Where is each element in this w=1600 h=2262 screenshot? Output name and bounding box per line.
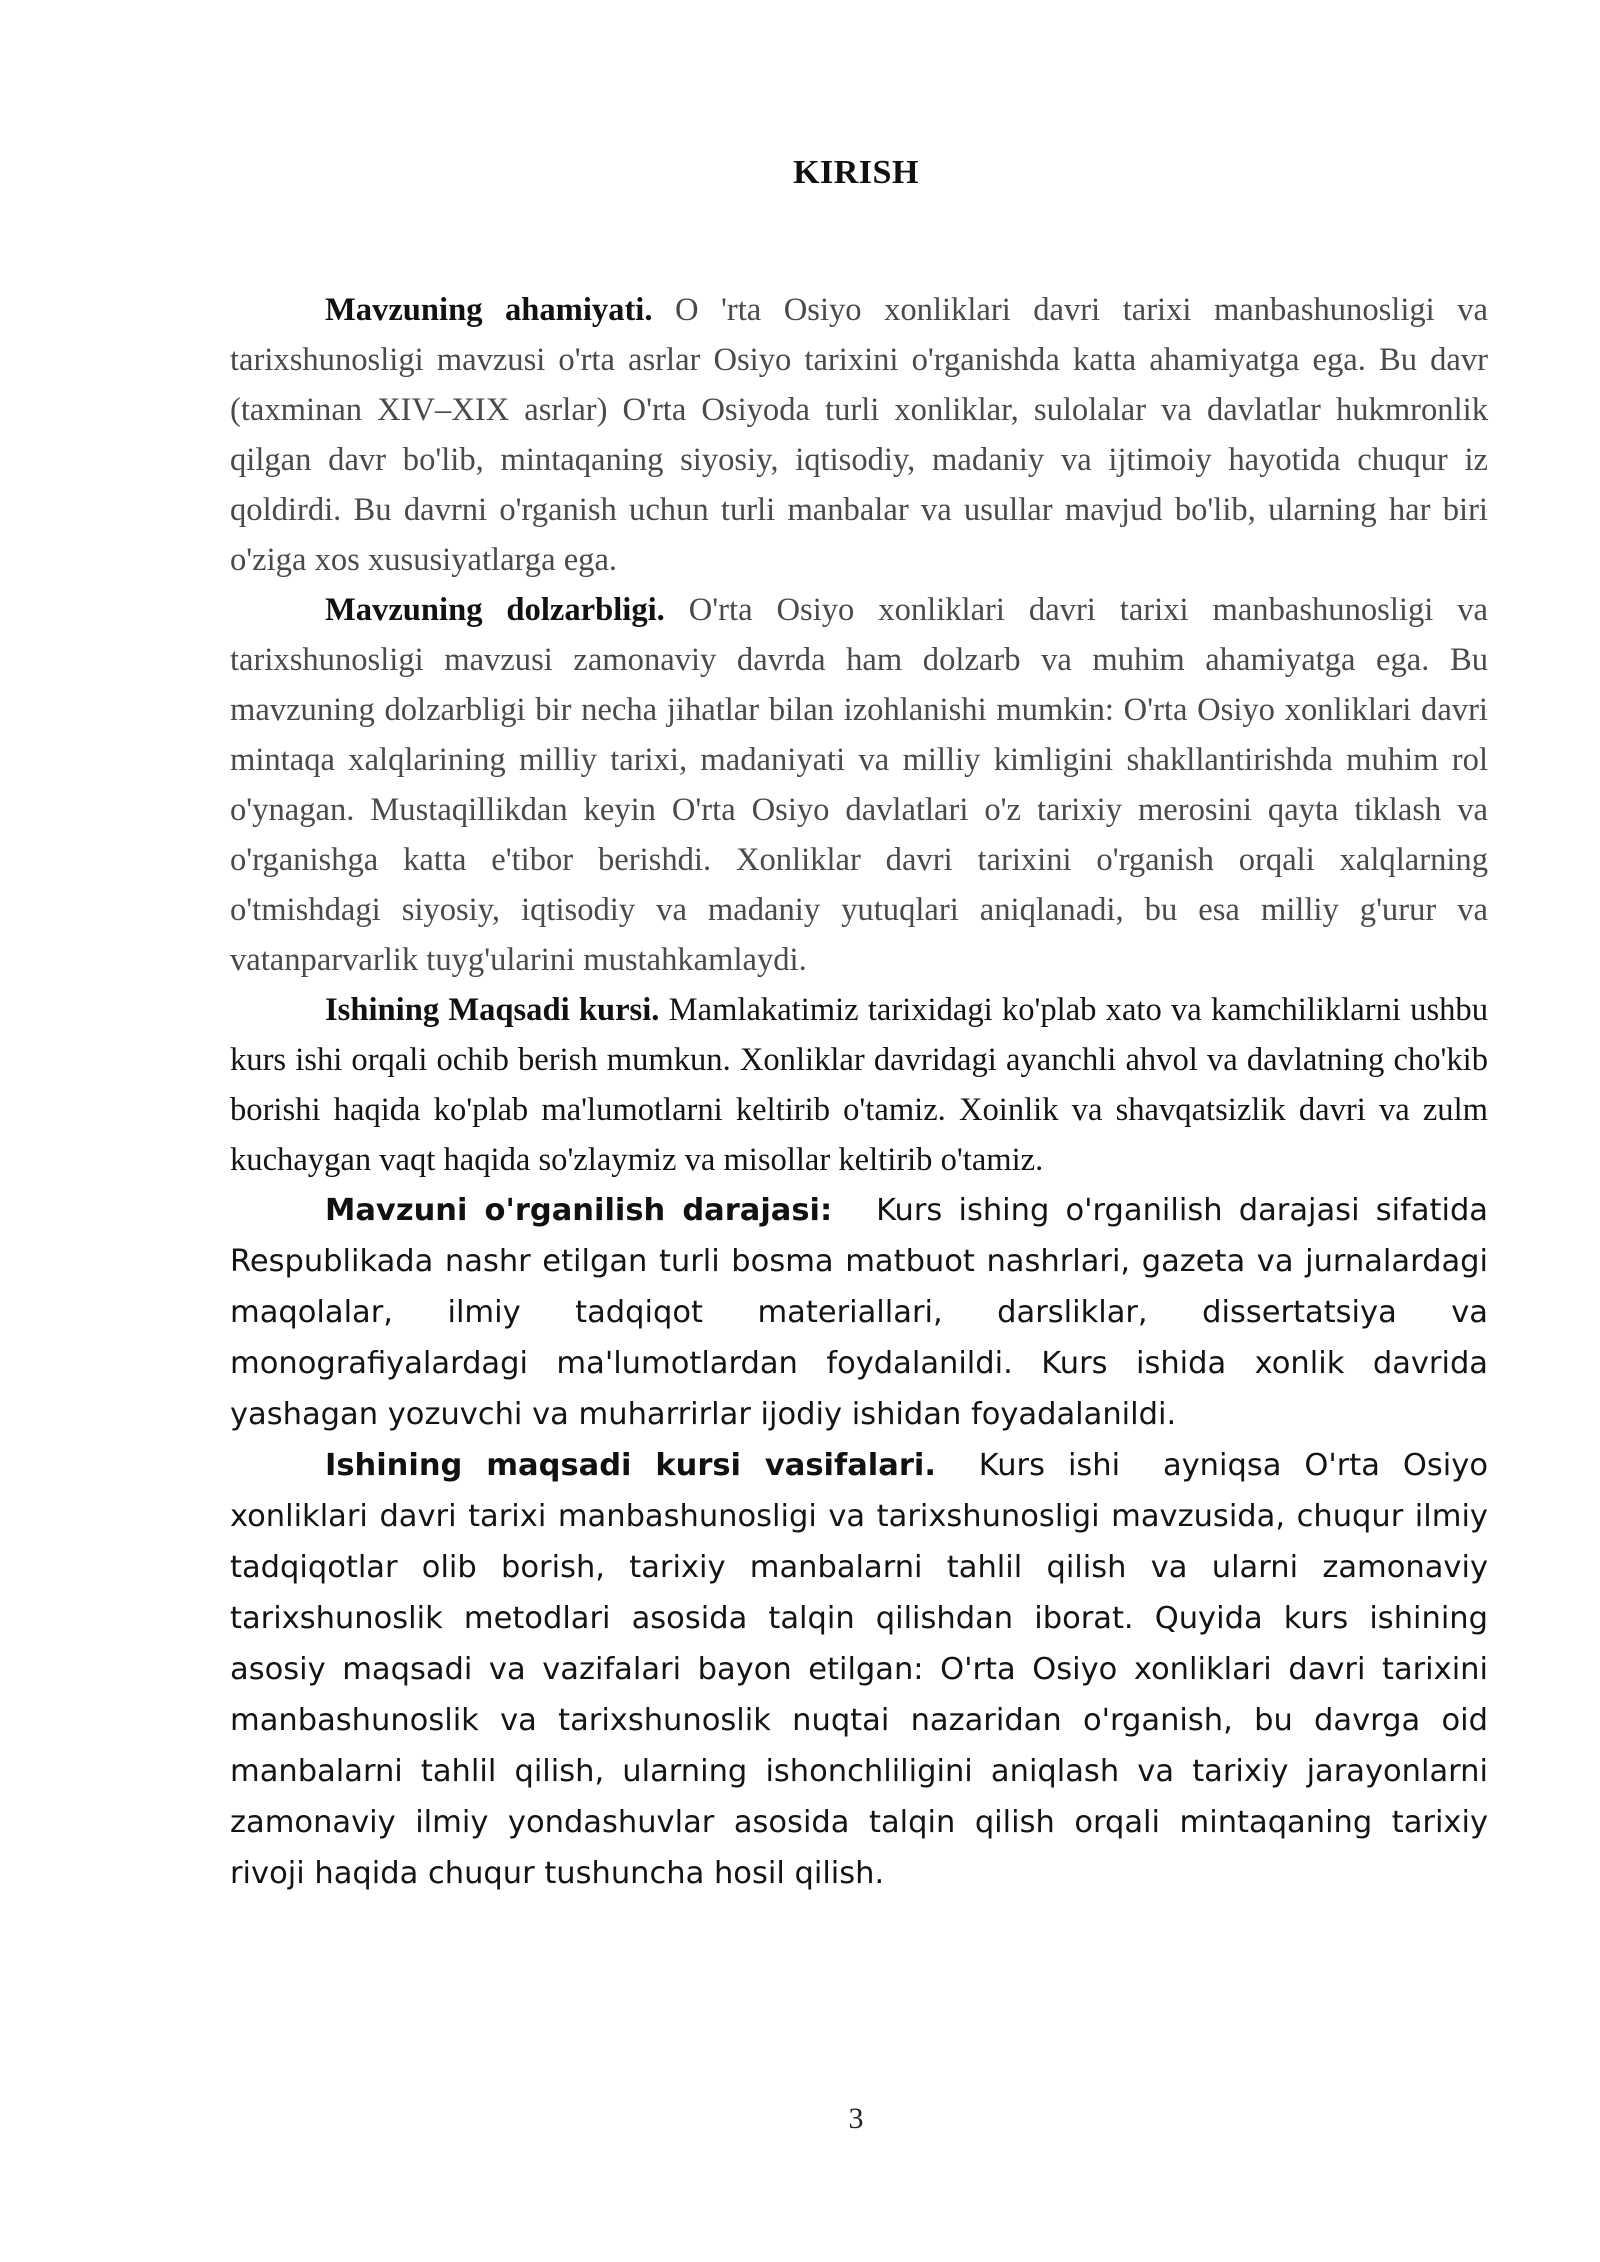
paragraph-maqsadi <box>230 985 1488 1185</box>
paragraph-text-continued: ayniqsa O'rta Osiyo xonliklari davri tarixi manbashunosligi va tarixshunosligi mavzusida, chuqur ilmiy tadqiqotlar olib borish, tarixiy manbalarni tahlil qilish va ularni zamonaviy tarixshunoslik metodlari asosida talqin qilishdan iborat. Quyida kurs ishining asosiy maqsadi va vazifalari bayon etilgan: O'rta Osiyo xonliklari davri tarixini manbashunoslik va tarixshunoslik nuqtai nazaridan o'rganish, bu davrga oid manbalarni tahlil qilish, ularning ishonchliligini aniqlash va tarixiy jarayonlarni zamonaviy ilmiy yondashuvlar asosida talqin qilish orqali mintaqaning tarixiy rivoji haqida chuqur tushuncha hosil qilish. <box>230 1448 1488 1891</box>
paragraph-vasifalari <box>230 1440 1488 1899</box>
paragraph-lead: Mavzuning ahamiyati. <box>325 292 653 328</box>
page-title: KIRISH <box>793 154 919 191</box>
paragraph-lead: Ishining Maqsadi kursi. <box>325 992 660 1028</box>
page-number: 3 <box>848 2102 864 2135</box>
paragraph-lead: Mavzuni o'rganilish darajasi: <box>325 1193 833 1228</box>
paragraph-dolzarbligi <box>230 585 1488 985</box>
paragraph-ahamiyati <box>230 285 1488 585</box>
paragraph-lead: Ishining maqsadi kursi vasifalari. <box>325 1448 936 1483</box>
paragraph-organilish-darajasi <box>230 1185 1488 1440</box>
paragraph-text: O 'rta Osiyo xonliklari davri tarixi manbashunosligi va tarixshunosligi mavzusi o'rta asrlar Osiyo tarixini o'rganishda katta ahamiyatga ega. Bu davr (taxminan XIV–XIX asrlar) O'rta Osiyoda turli xonliklar, sulolalar va davlatlar hukmronlik qilgan davr bo'lib, mintaqaning siyosiy, iqtisodiy, madaniy va ijtimoiy hayotida chuqur iz qoldirdi. Bu davrni o'rganish uchun turli manbalar va usullar mavjud bo'lib, ularning har biri o'ziga xos xususiyatlarga ega. <box>230 292 1488 578</box>
paragraph-text: Kurs ishi <box>978 1448 1121 1483</box>
paragraph-lead: Mavzuning dolzarbligi. <box>325 592 665 628</box>
paragraph-text: Mamlakatimiz tarixidagi ko'plab xato va kamchiliklarni ushbu kurs ishi orqali ochib berish mumkun. Xonliklar davridagi ayanchli ahvol va davlatning cho'kib borishi haqida ko'plab ma'lumotlarni keltirib o'tamiz. Xoinlik va shavqatsizlik davri va zulm kuchaygan vaqt haqida so'zlaymiz va misollar keltirib o'tamiz. <box>230 992 1488 1178</box>
document-body <box>230 285 1488 1899</box>
paragraph-text: O'rta Osiyo xonliklari davri tarixi manbashunosligi va tarixshunosligi mavzusi zamonaviy davrda ham dolzarb va muhim ahamiyatga ega. Bu mavzuning dolzarbligi bir necha jihatlar bilan izohlanishi mumkin: O'rta Osiyo xonliklari davri mintaqa xalqlarining milliy tarixi, madaniyati va milliy kimligini shakllantirishda muhim rol o'ynagan. Mustaqillikdan keyin O'rta Osiyo davlatlari o'z tarixiy merosini qayta tiklash va o'rganishga katta e'tibor berishdi. Xonliklar davri tarixini o'rganish orqali xalqlarning o'tmishdagi siyosiy, iqtisodiy va madaniy yutuqlari aniqlanadi, bu esa milliy g'urur va vatanparvarlik tuyg'ularini mustahkamlaydi. <box>230 592 1489 978</box>
paragraph-text: Kurs ishing o'rganilish darajasi sifatida Respublikada nashr etilgan turli bosma matbuot nashrlari, gazeta va jurnalardagi maqolalar, ilmiy tadqiqot materiallari, darsliklar, dissertatsiya va monografiyalardagi ma'lumotlardan foydalanildi. Kurs ishida xonlik davrida yashagan yozuvchi va muharrirlar ijodiy ishidan foyadalanildi. <box>230 1193 1488 1432</box>
